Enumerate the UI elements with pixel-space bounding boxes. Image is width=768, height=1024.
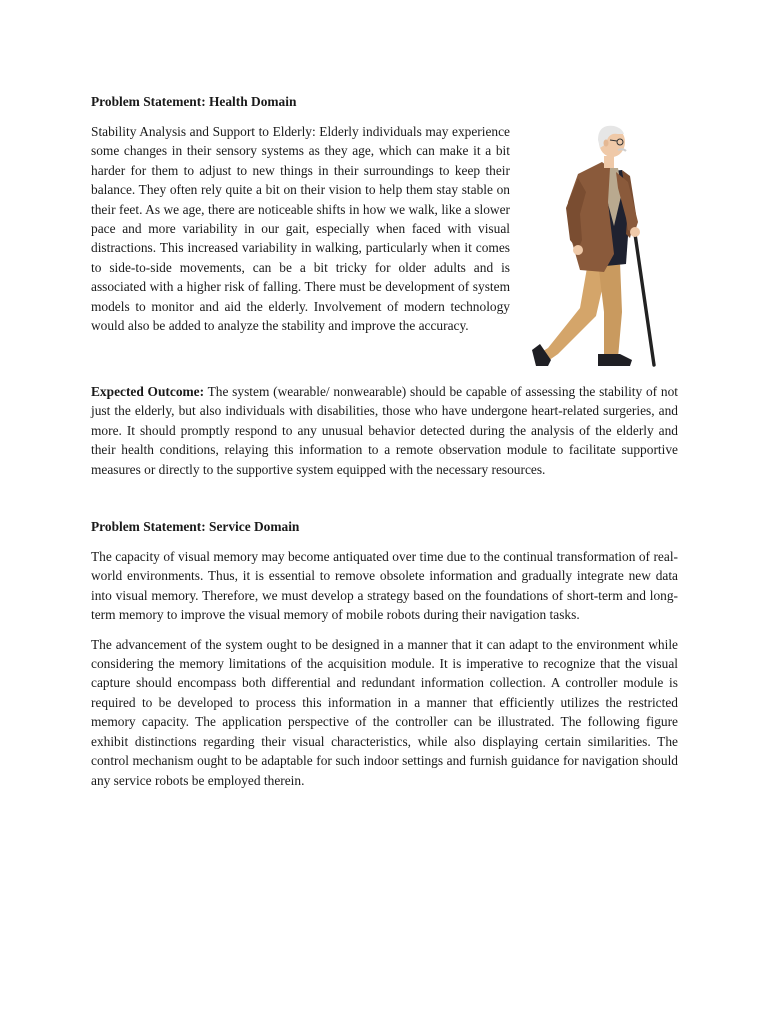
expected-outcome-paragraph bbox=[91, 382, 678, 479]
elderly-man-with-cane-illustration bbox=[518, 122, 678, 370]
health-heading: Problem Statement: Health Domain bbox=[91, 94, 297, 109]
health-paragraph: Stability Analysis and Support to Elderly: Elderly individuals may experience some changes in their sensory systems as they age, which can make it a bit harder for them to adjust to new things in their surroundings to keep their balance. They often rely quite a bit on their vision to help them stay stable on their feet. As we age, there are noticeable shifts in how we walk, like a slower pace and more variability in our gait, especially when faced with visual distractions. This increased variability in walking, particularly when it comes to side-to-side movements, can be a bit tricky for older adults and is associated with a higher risk of falling. There must be development of system models to monitor and aid the elderly. Involvement of modern technology would also be added to analyze the stability and improve the accuracy. bbox=[91, 124, 510, 334]
health-section bbox=[91, 122, 678, 374]
service-paragraph-1: The capacity of visual memory may become antiquated over time due to the continual transformation of real-world environments. Thus, it is essential to remove obsolete information and gradually integrate new data into visual memory. Therefore, we must develop a strategy based on the foundations of short-term and long-term memory to improve the visual memory of mobile robots during their navigation tasks. bbox=[91, 549, 678, 623]
document-page bbox=[91, 92, 678, 790]
service-paragraph-2: The advancement of the system ought to be designed in a manner that it can adapt to the environment while considering the memory limitations of the acquisition module. It is imperative to recognize that the visual capture should encompass both differential and redundant information collection. A controller module is required to be developed to process this information in a manner that efficiently utilizes the restricted memory capacity. The application perspective of the controller can be illustrated. The following figure exhibit distinctions regarding their visual characteristics, while also displaying certain similarities. The control mechanism ought to be adaptable for such indoor settings and furnish guidance for navigation should any service robots be employed therein. bbox=[91, 636, 678, 788]
service-heading: Problem Statement: Service Domain bbox=[91, 519, 300, 535]
expected-outcome-text: The system (wearable/ nonwearable) should be capable of assessing the stability of not just the elderly, but also individuals with disabilities, those who have undergone heart-related surgeries, and more. It should promptly respond to any unusual behavior detected during the analysis of the elderly and their health conditions, relaying this information to a remote observation module to facilitate supportive measures or directly to the supportive system equipped with the necessary resources. bbox=[91, 384, 678, 477]
expected-outcome-label: Expected Outcome: bbox=[91, 384, 205, 399]
